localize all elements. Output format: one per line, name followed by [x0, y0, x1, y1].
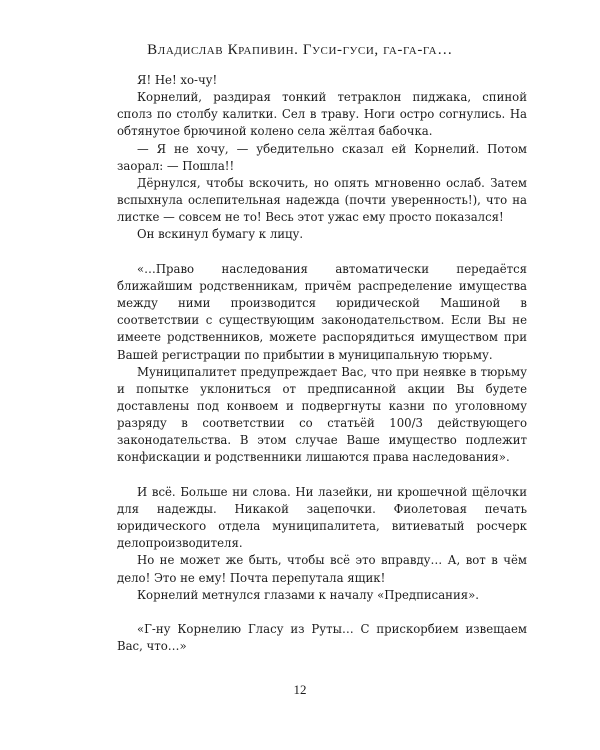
paragraph-8: И всё. Больше ни слова. Ни лазейки, ни крошечной щёлочки для надежды. Никакой зацепочки. Фиолетовая печать юридического отдела муниципалитета, витиеватый росчерк делопроизводителя. — [117, 484, 527, 551]
paragraph-spacer — [117, 604, 527, 621]
running-header: Владислав Крапивин. Гуси-гуси, га-га-га… — [147, 42, 453, 58]
paragraph-7: Муниципалитет предупреждает Вас, что при неявке в тюрьму и попытке уклониться от предписанной акции Вы будете доставлены под конвоем и подвергнуты казни по уголовному разряду в соответствии со статьёй 100/3 действующего законодательства. В этом случае Ваше имущество подлежит конфискации и родственники лишаются права наследования». — [117, 364, 527, 465]
paragraph-11: «Г-ну Корнелию Гласу из Руты… С прискорбием извещаем Вас, что…» — [117, 622, 527, 654]
paragraph-spacer — [117, 244, 527, 261]
paragraph-10: Корнелий метнулся глазами к началу «Предписания». — [137, 587, 479, 602]
paragraph-3: — Я не хочу, — убедительно сказал ей Корнелий. Потом заорал: — Пошла!! — [117, 141, 527, 173]
paragraph-6: «…Право наследования автоматически передаётся ближайшим родственникам, причём распределение имущества между ними производится юридической Машиной в соответствии с существующим законодательством. Если Вы не имеете родственников, можете распорядиться имуществом при Вашей регистрации по прибытии в муниципальную тюрьму. — [117, 261, 527, 362]
page-body — [117, 72, 527, 655]
paragraph-4: Дёрнулся, чтобы вскочить, но опять мгновенно ослаб. Затем вспыхнула ослепительная надежда (почти уверенность!), что на листке — совсем не то! Весь этот ужас ему просто показался! — [117, 175, 527, 225]
paragraph-5: Он вскинул бумагу к лицу. — [137, 227, 304, 242]
page-number: 12 — [293, 682, 307, 697]
paragraph-spacer — [117, 467, 527, 484]
paragraph-9: Но не может же быть, чтобы всё это вправду… А, вот в чём дело! Это не ему! Почта перепутала ящик! — [117, 553, 527, 585]
paragraph-2: Корнелий, раздирая тонкий тетраклон пиджака, спиной сполз по столбу калитки. Сел в траву. Ноги остро согнулись. На обтянутое брючиной колено села жёлтая бабочка. — [117, 90, 527, 139]
paragraph-1: Я! Не! хо-чу! — [137, 73, 218, 87]
